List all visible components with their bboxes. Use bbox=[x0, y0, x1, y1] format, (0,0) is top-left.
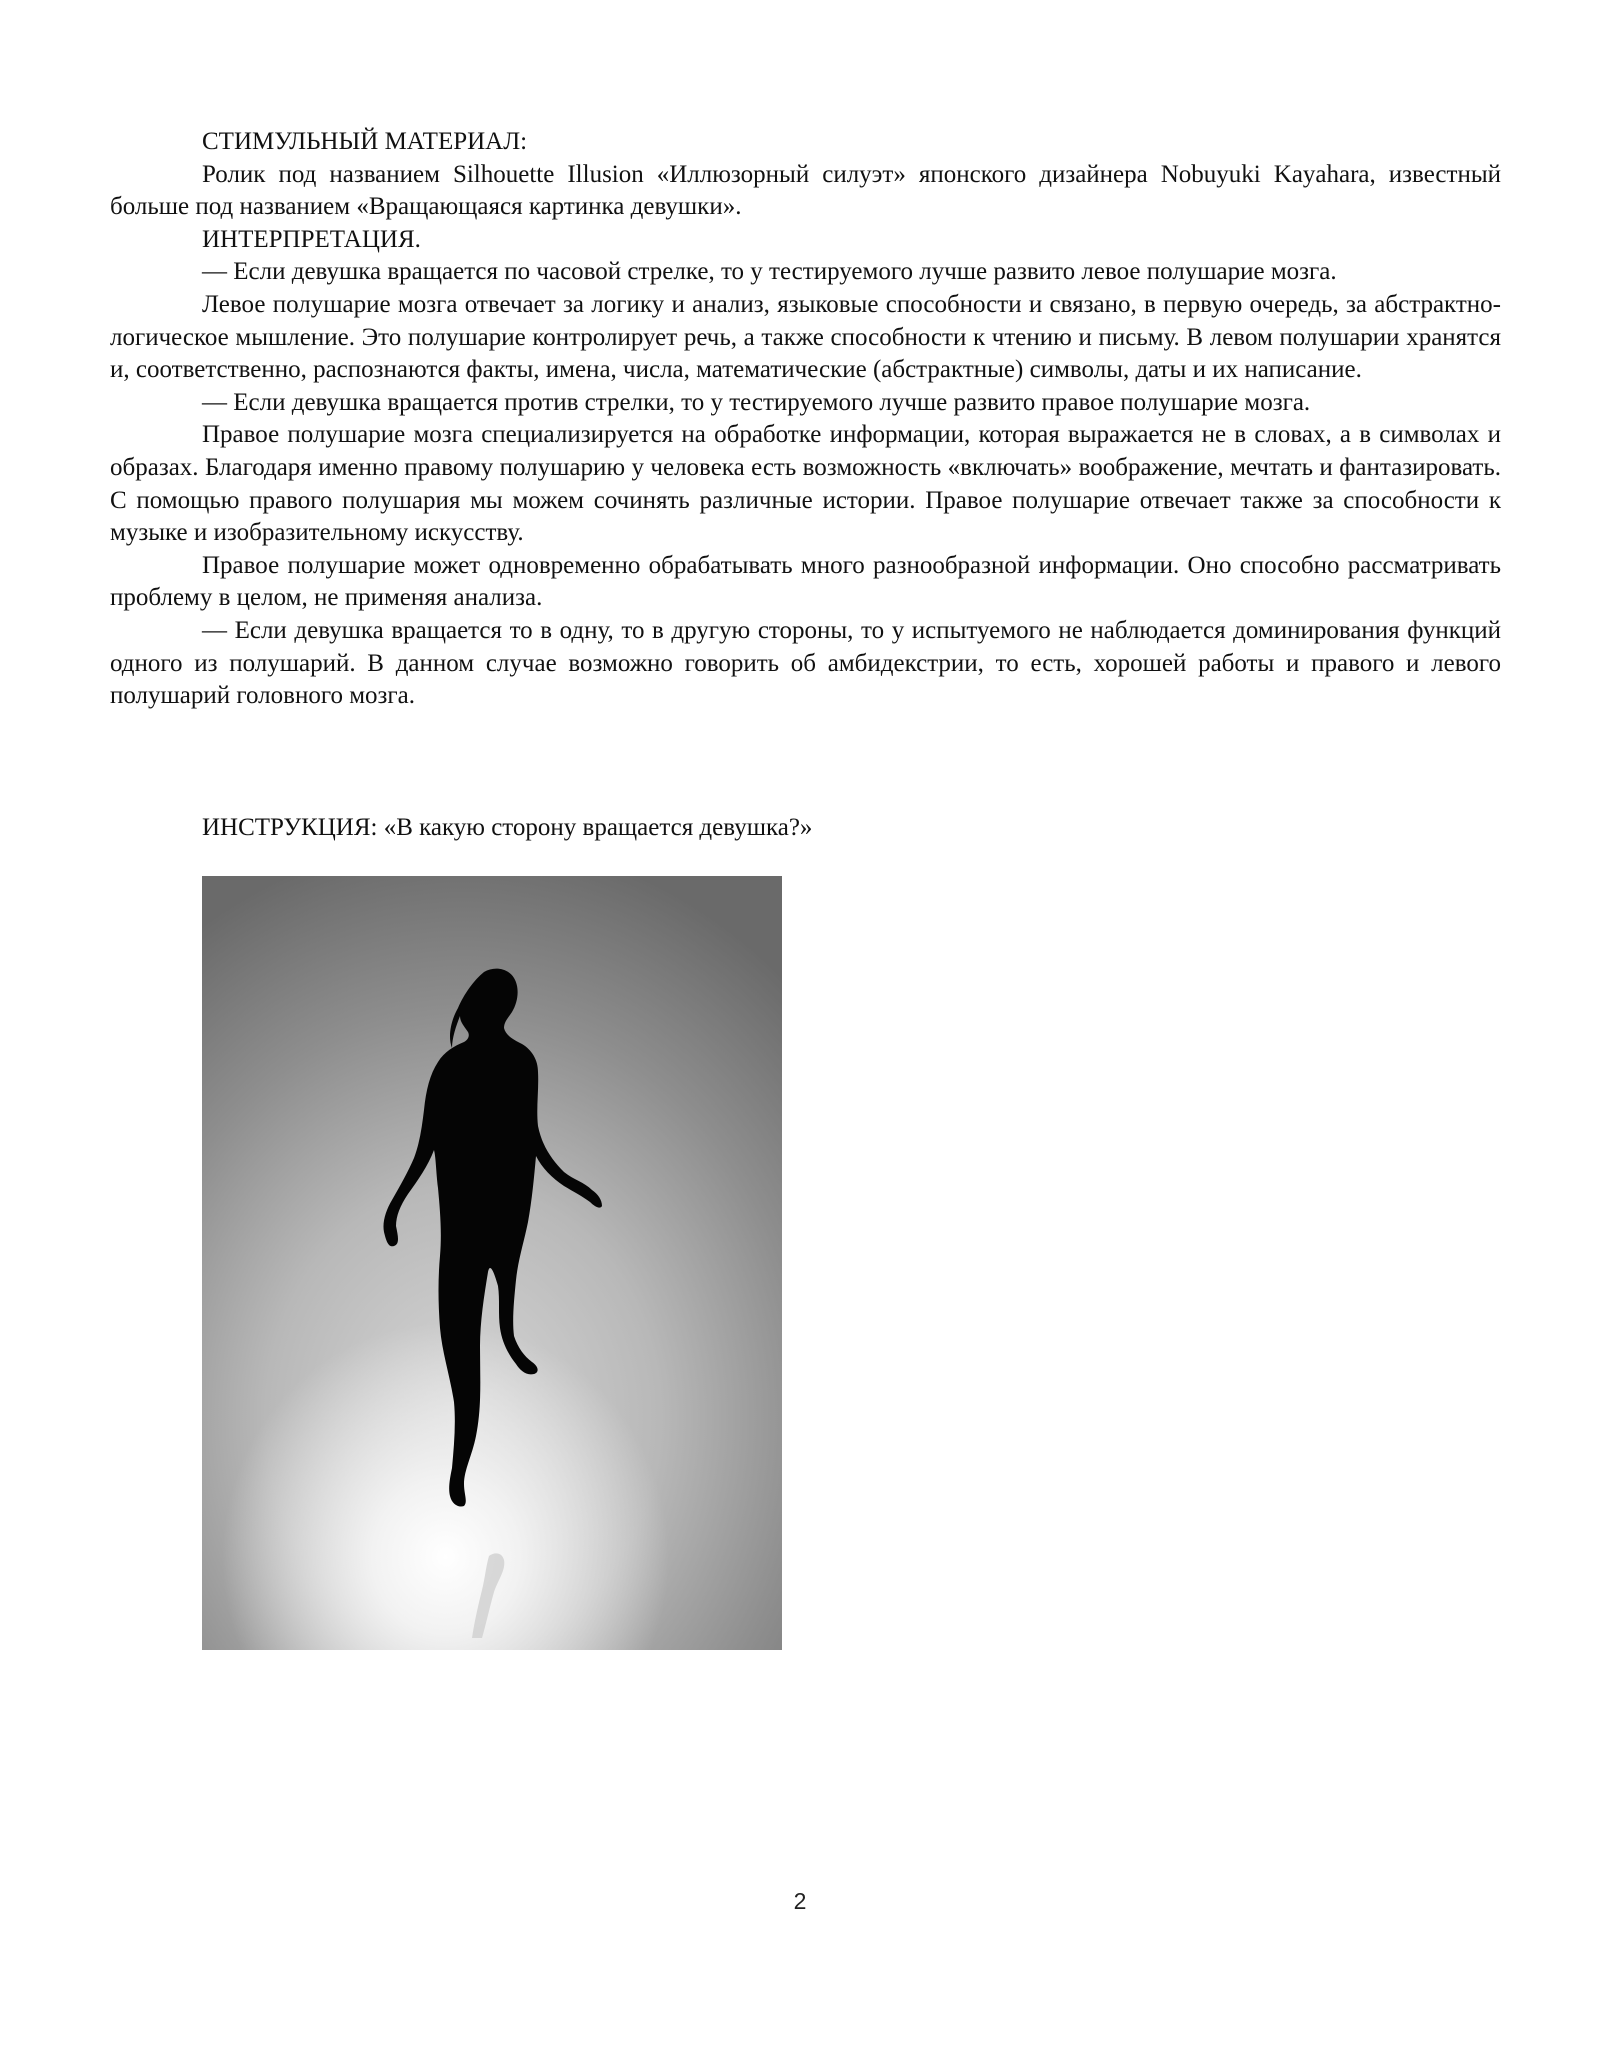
counterclockwise-paragraph: — Если девушка вращается против стрелки, то у тестируемого лучше развито правое полушарие мозга. bbox=[202, 388, 1311, 416]
right-hemisphere-paragraph: Правое полушарие мозга специализируется на обработке информации, которая выражается не в словах, а в символах и образах. Благодаря именно правому полушарию у человека есть возможность «включать» воображение, мечтать и фантазировать. С помощью правого полушария мы можем сочинять различные истории. Правое полушарие отвечает также за способности к музыке и изобразительному искусству. bbox=[110, 421, 1501, 547]
document-body bbox=[110, 126, 1501, 713]
page-number: 2 bbox=[793, 1888, 807, 1914]
stimulus-heading: СТИМУЛЬНЫЙ МАТЕРИАЛ: bbox=[202, 128, 528, 155]
left-hemisphere-paragraph: Левое полушарие мозга отвечает за логику и анализ, языковые способности и связано, в первую очередь, за абстрактно-логическое мышление. Это полушарие контролирует речь, а также способности к чтению и письму. В левом полушарии хранятся и, соответственно, распознаются факты, имена, числа, математические (абстрактные) символы, даты и их написание. bbox=[110, 290, 1501, 384]
both-directions-paragraph: — Если девушка вращается то в одну, то в другую стороны, то у испытуемого не наблюдается доминирования функций одного из полушарий. В данном случае возможно говорить об амбидекстрии, то есть, хорошей работы и правого и левого полушарий головного мозга. bbox=[110, 616, 1501, 710]
silhouette-icon bbox=[202, 876, 782, 1650]
stimulus-paragraph: Ролик под названием Silhouette Illusion «Иллюзорный силуэт» японского дизайнера Nobuyuki Kayahara, известный больше под названием «Вращающаяся картинка девушки». bbox=[110, 160, 1501, 221]
clockwise-paragraph: — Если девушка вращается по часовой стрелке, то у тестируемого лучше развито левое полушарие мозга. bbox=[202, 258, 1337, 286]
right-hemisphere-paragraph-2: Правое полушарие может одновременно обрабатывать много разнообразной информации. Оно способно рассматривать проблему в целом, не применяя анализа. bbox=[110, 551, 1501, 612]
silhouette-reflection bbox=[472, 1553, 504, 1638]
instruction-line: ИНСТРУКЦИЯ: «В какую сторону вращается девушка?» bbox=[202, 814, 813, 841]
interpretation-heading: ИНТЕРПРЕТАЦИЯ. bbox=[202, 225, 421, 253]
silhouette-body bbox=[383, 969, 602, 1507]
spinning-dancer-image bbox=[202, 876, 782, 1650]
